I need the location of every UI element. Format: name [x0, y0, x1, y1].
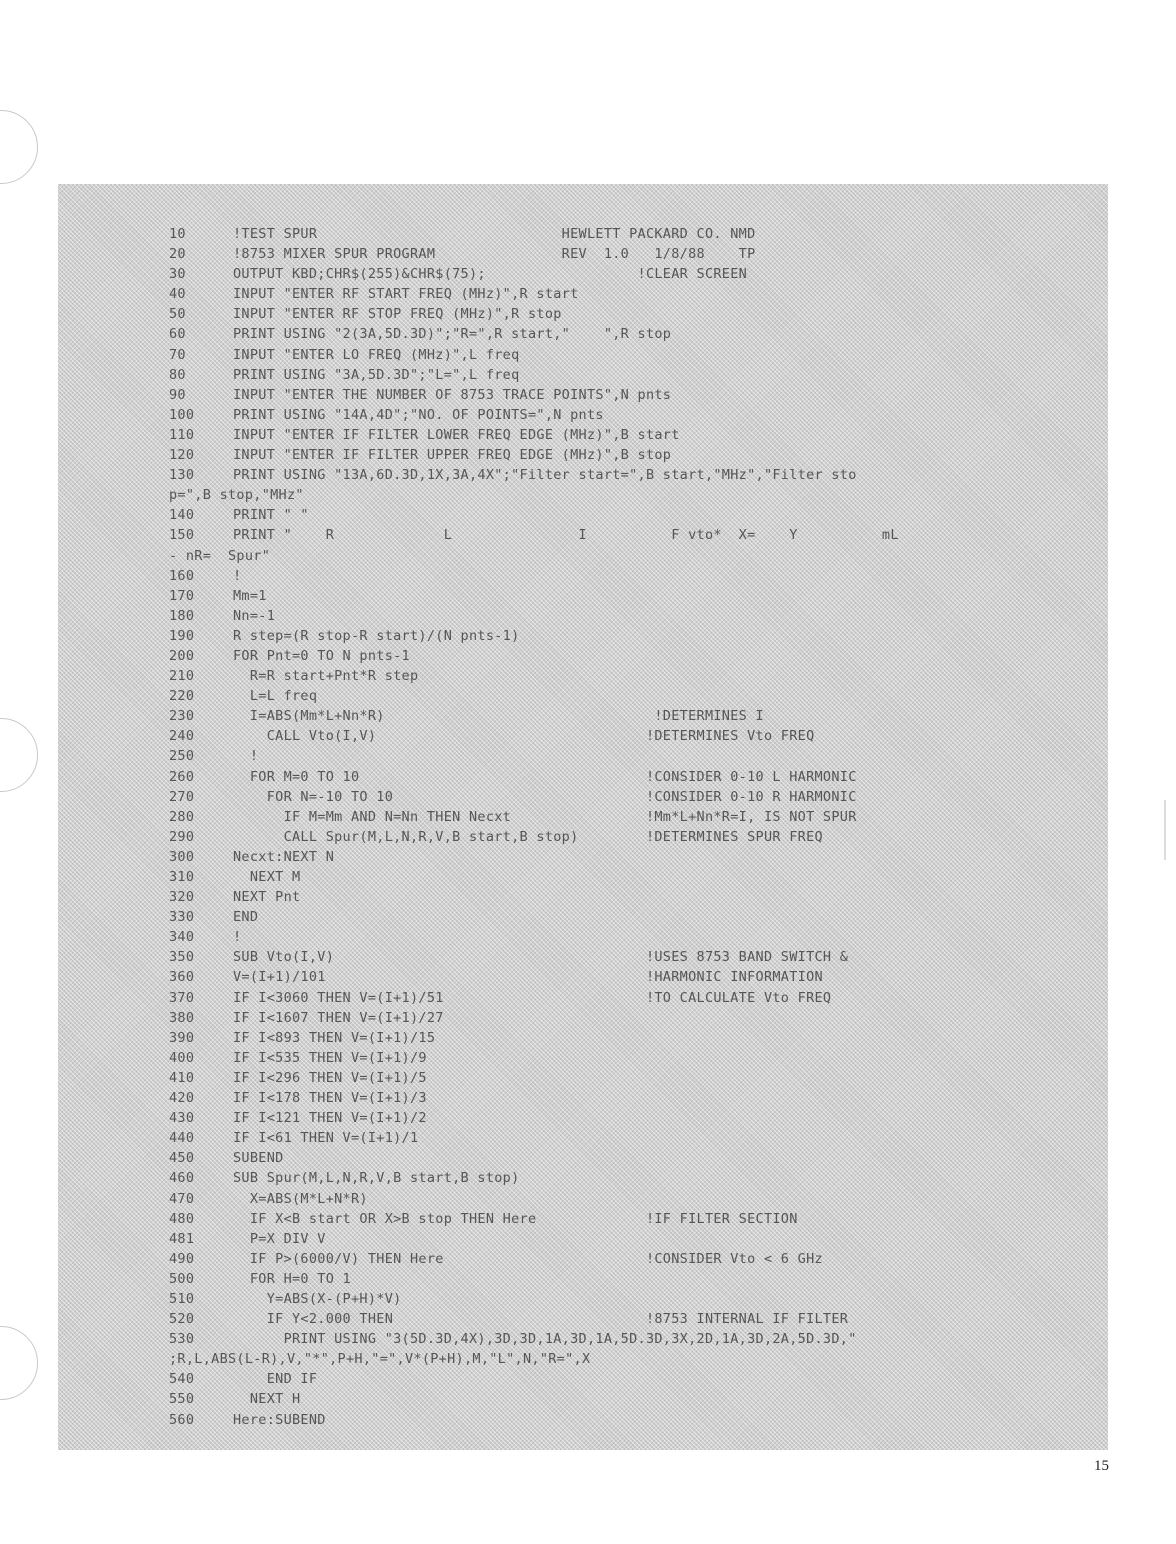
code-text: END IF [233, 1371, 318, 1388]
code-text: INPUT "ENTER RF STOP FREQ (MHz)",R stop [233, 306, 562, 323]
line-number: 150 [169, 527, 195, 544]
line-number: 481 [169, 1230, 195, 1247]
code-text: IF I<3060 THEN V=(I+1)/51 !TO CALCULATE Vto FREQ [233, 989, 832, 1006]
line-number: 20 [169, 246, 186, 263]
binder-hole-bottom [0, 1326, 38, 1400]
line-number: 330 [169, 909, 195, 926]
code-line [169, 1389, 1108, 1409]
code-text: !8753 MIXER SPUR PROGRAM REV 1.0 1/8/88 TP [233, 246, 756, 263]
code-text: INPUT "ENTER THE NUMBER OF 8753 TRACE POINTS",N pnts [233, 386, 672, 403]
line-number: 300 [169, 848, 195, 865]
code-text: IF I<121 THEN V=(I+1)/2 [233, 1110, 427, 1127]
line-number: 170 [169, 587, 195, 604]
code-line [169, 1269, 1108, 1289]
code-line [169, 425, 1108, 445]
binder-hole-middle [0, 718, 38, 792]
code-line [169, 1369, 1108, 1389]
line-number: 30 [169, 266, 186, 283]
line-number: 440 [169, 1130, 195, 1147]
code-line [169, 947, 1108, 967]
code-text: FOR M=0 TO 10 !CONSIDER 0-10 L HARMONIC [233, 768, 857, 785]
code-text: END [233, 909, 259, 926]
code-text: NEXT Pnt [233, 889, 301, 906]
code-text: IF I<178 THEN V=(I+1)/3 [233, 1090, 427, 1107]
line-number: 120 [169, 447, 195, 464]
code-line [169, 1329, 1108, 1349]
code-text: SUB Spur(M,L,N,R,V,B start,B stop) [233, 1170, 520, 1187]
code-line [169, 686, 1108, 706]
code-text: R=R start+Pnt*R step [233, 668, 419, 685]
code-text: - nR= Spur" [169, 547, 271, 564]
code-line [169, 365, 1108, 385]
line-number: 550 [169, 1391, 195, 1408]
line-number: 530 [169, 1331, 195, 1348]
line-number: 90 [169, 386, 186, 403]
line-number: 500 [169, 1270, 195, 1287]
code-text: Nn=-1 [233, 607, 276, 624]
line-number: 130 [169, 467, 195, 484]
page-number: 15 [1094, 1458, 1109, 1474]
code-line [169, 284, 1108, 304]
line-number: 450 [169, 1150, 195, 1167]
code-text: CALL Spur(M,L,N,R,V,B start,B stop) !DETERMINES SPUR FREQ [233, 828, 823, 845]
code-line [169, 787, 1108, 807]
program-lines [169, 224, 1108, 1430]
program-listing [58, 184, 1108, 1450]
line-number: 430 [169, 1110, 195, 1127]
line-number: 280 [169, 808, 195, 825]
code-text: IF I<535 THEN V=(I+1)/9 [233, 1049, 427, 1066]
code-line [169, 566, 1108, 586]
code-text: ! [233, 748, 259, 765]
line-number: 180 [169, 607, 195, 624]
line-number: 10 [169, 226, 186, 242]
line-number: 190 [169, 627, 195, 644]
line-number: 340 [169, 929, 195, 946]
code-text: Here:SUBEND [233, 1411, 326, 1428]
line-number: 210 [169, 668, 195, 685]
line-number: 470 [169, 1190, 195, 1207]
code-line [169, 1088, 1108, 1108]
code-line [169, 666, 1108, 686]
code-line [169, 907, 1108, 927]
code-line [169, 385, 1108, 405]
code-text: P=X DIV V [233, 1230, 326, 1247]
line-number: 40 [169, 286, 186, 303]
code-line [169, 706, 1108, 726]
code-line [169, 867, 1108, 887]
code-text: IF I<1607 THEN V=(I+1)/27 [233, 1009, 444, 1026]
binder-hole-top [0, 110, 38, 184]
code-line [169, 1309, 1108, 1329]
code-line [169, 1349, 1108, 1369]
line-number: 60 [169, 326, 186, 343]
code-text: IF Y<2.000 THEN !8753 INTERNAL IF FILTER [233, 1311, 849, 1328]
line-number: 290 [169, 828, 195, 845]
line-number: 420 [169, 1090, 195, 1107]
code-line [169, 304, 1108, 324]
code-text: IF M=Mm AND N=Nn THEN Necxt !Mm*L+Nn*R=I, IS NOT SPUR [233, 808, 857, 825]
line-number: 250 [169, 748, 195, 765]
line-number: 510 [169, 1290, 195, 1307]
code-line [169, 525, 1108, 545]
line-number: 520 [169, 1311, 195, 1328]
line-number: 70 [169, 346, 186, 363]
line-number: 400 [169, 1049, 195, 1066]
code-line [169, 505, 1108, 525]
code-line [169, 324, 1108, 344]
line-number: 320 [169, 889, 195, 906]
line-number: 100 [169, 406, 195, 423]
code-line [169, 224, 1108, 244]
line-number: 460 [169, 1170, 195, 1187]
code-text: IF X<B start OR X>B stop THEN Here !IF FILTER SECTION [233, 1210, 798, 1227]
code-text: IF I<893 THEN V=(I+1)/15 [233, 1029, 436, 1046]
page-edge-mark [1164, 800, 1166, 860]
line-number: 310 [169, 869, 195, 885]
code-text: ;R,L,ABS(L-R),V,"*",P+H,"=",V*(P+H),M,"L",N,"R=",X [169, 1351, 591, 1368]
code-text: ! [233, 567, 242, 584]
code-line [169, 847, 1108, 867]
line-number: 80 [169, 366, 186, 383]
code-text: Necxt:NEXT N [233, 848, 335, 865]
code-line [169, 465, 1108, 485]
line-number: 240 [169, 728, 195, 745]
code-line [169, 1229, 1108, 1249]
code-text: PRINT USING "2(3A,5D.3D)";"R=",R start," ",R stop [233, 326, 672, 343]
line-number: 200 [169, 647, 195, 664]
line-number: 350 [169, 949, 195, 966]
code-text: X=ABS(M*L+N*R) [233, 1190, 368, 1207]
code-line [169, 767, 1108, 787]
line-number: 260 [169, 768, 195, 785]
code-text: FOR N=-10 TO 10 !CONSIDER 0-10 R HARMONIC [233, 788, 857, 805]
code-line [169, 887, 1108, 907]
code-line [169, 1128, 1108, 1148]
code-line [169, 485, 1108, 505]
line-number: 220 [169, 688, 195, 705]
code-text: OUTPUT KBD;CHR$(255)&CHR$(75); !CLEAR SCREEN [233, 266, 748, 283]
code-line [169, 1289, 1108, 1309]
code-line [169, 445, 1108, 465]
code-text: L=L freq [233, 688, 318, 705]
line-number: 50 [169, 306, 186, 323]
line-number: 360 [169, 969, 195, 986]
line-number: 560 [169, 1411, 195, 1428]
code-text: IF I<61 THEN V=(I+1)/1 [233, 1130, 419, 1147]
line-number: 160 [169, 567, 195, 584]
code-line [169, 1068, 1108, 1088]
code-text: PRINT USING "14A,4D";"NO. OF POINTS=",N pnts [233, 406, 604, 423]
code-text: FOR H=0 TO 1 [233, 1270, 351, 1287]
line-number: 380 [169, 1009, 195, 1026]
code-text: ! [233, 929, 242, 946]
code-text: Mm=1 [233, 587, 267, 604]
code-line [169, 586, 1108, 606]
code-text: I=ABS(Mm*L+Nn*R) !DETERMINES I [233, 708, 764, 725]
code-text: NEXT M [233, 869, 301, 885]
code-line [169, 546, 1108, 566]
code-line [169, 405, 1108, 425]
line-number: 270 [169, 788, 195, 805]
code-text: FOR Pnt=0 TO N pnts-1 [233, 647, 410, 664]
code-line [169, 264, 1108, 284]
code-text: PRINT " R L I F vto* X= Y mL [233, 527, 899, 544]
code-text: INPUT "ENTER LO FREQ (MHz)",L freq [233, 346, 520, 363]
line-number: 370 [169, 989, 195, 1006]
code-line [169, 967, 1108, 987]
code-line [169, 1209, 1108, 1229]
line-number: 110 [169, 426, 195, 443]
code-text: CALL Vto(I,V) !DETERMINES Vto FREQ [233, 728, 815, 745]
code-line [169, 988, 1108, 1008]
line-number: 540 [169, 1371, 195, 1388]
code-line [169, 646, 1108, 666]
code-line [169, 927, 1108, 947]
code-line [169, 726, 1108, 746]
code-text: p=",B stop,"MHz" [169, 487, 304, 504]
code-text: PRINT USING "3A,5D.3D";"L=",L freq [233, 366, 520, 383]
code-line [169, 626, 1108, 646]
line-number: 390 [169, 1029, 195, 1046]
code-line [169, 746, 1108, 766]
code-line [169, 1410, 1108, 1430]
code-text: IF I<296 THEN V=(I+1)/5 [233, 1069, 427, 1086]
line-number: 480 [169, 1210, 195, 1227]
line-number: 230 [169, 708, 195, 725]
code-line [169, 244, 1108, 264]
code-text: V=(I+1)/101 !HARMONIC INFORMATION [233, 969, 823, 986]
code-text: !TEST SPUR HEWLETT PACKARD CO. NMD [233, 226, 756, 242]
code-line [169, 1108, 1108, 1128]
code-line [169, 827, 1108, 847]
code-line [169, 1008, 1108, 1028]
code-text: R step=(R stop-R start)/(N pnts-1) [233, 627, 520, 644]
code-text: Y=ABS(X-(P+H)*V) [233, 1290, 402, 1307]
line-number: 410 [169, 1069, 195, 1086]
code-text: SUB Vto(I,V) !USES 8753 BAND SWITCH & [233, 949, 849, 966]
code-line [169, 606, 1108, 626]
code-text: INPUT "ENTER IF FILTER LOWER FREQ EDGE (MHz)",B start [233, 426, 680, 443]
code-line [169, 1028, 1108, 1048]
code-text: PRINT USING "3(5D.3D,4X),3D,3D,1A,3D,1A,5D.3D,3X,2D,1A,3D,2A,5D.3D," [233, 1331, 857, 1348]
line-number: 140 [169, 507, 195, 524]
code-text: INPUT "ENTER RF START FREQ (MHz)",R start [233, 286, 579, 303]
line-number: 490 [169, 1250, 195, 1267]
code-line [169, 1148, 1108, 1168]
code-line [169, 1168, 1108, 1188]
code-text: NEXT H [233, 1391, 301, 1408]
code-line [169, 345, 1108, 365]
code-text: INPUT "ENTER IF FILTER UPPER FREQ EDGE (MHz)",B stop [233, 447, 672, 464]
code-line [169, 807, 1108, 827]
code-text: PRINT " " [233, 507, 309, 524]
code-line [169, 1189, 1108, 1209]
code-text: SUBEND [233, 1150, 284, 1167]
code-line [169, 1249, 1108, 1269]
code-text: IF P>(6000/V) THEN Here !CONSIDER Vto < 6 GHz [233, 1250, 823, 1267]
code-text: PRINT USING "13A,6D.3D,1X,3A,4X";"Filter start=",B start,"MHz","Filter sto [233, 467, 857, 484]
code-line [169, 1048, 1108, 1068]
